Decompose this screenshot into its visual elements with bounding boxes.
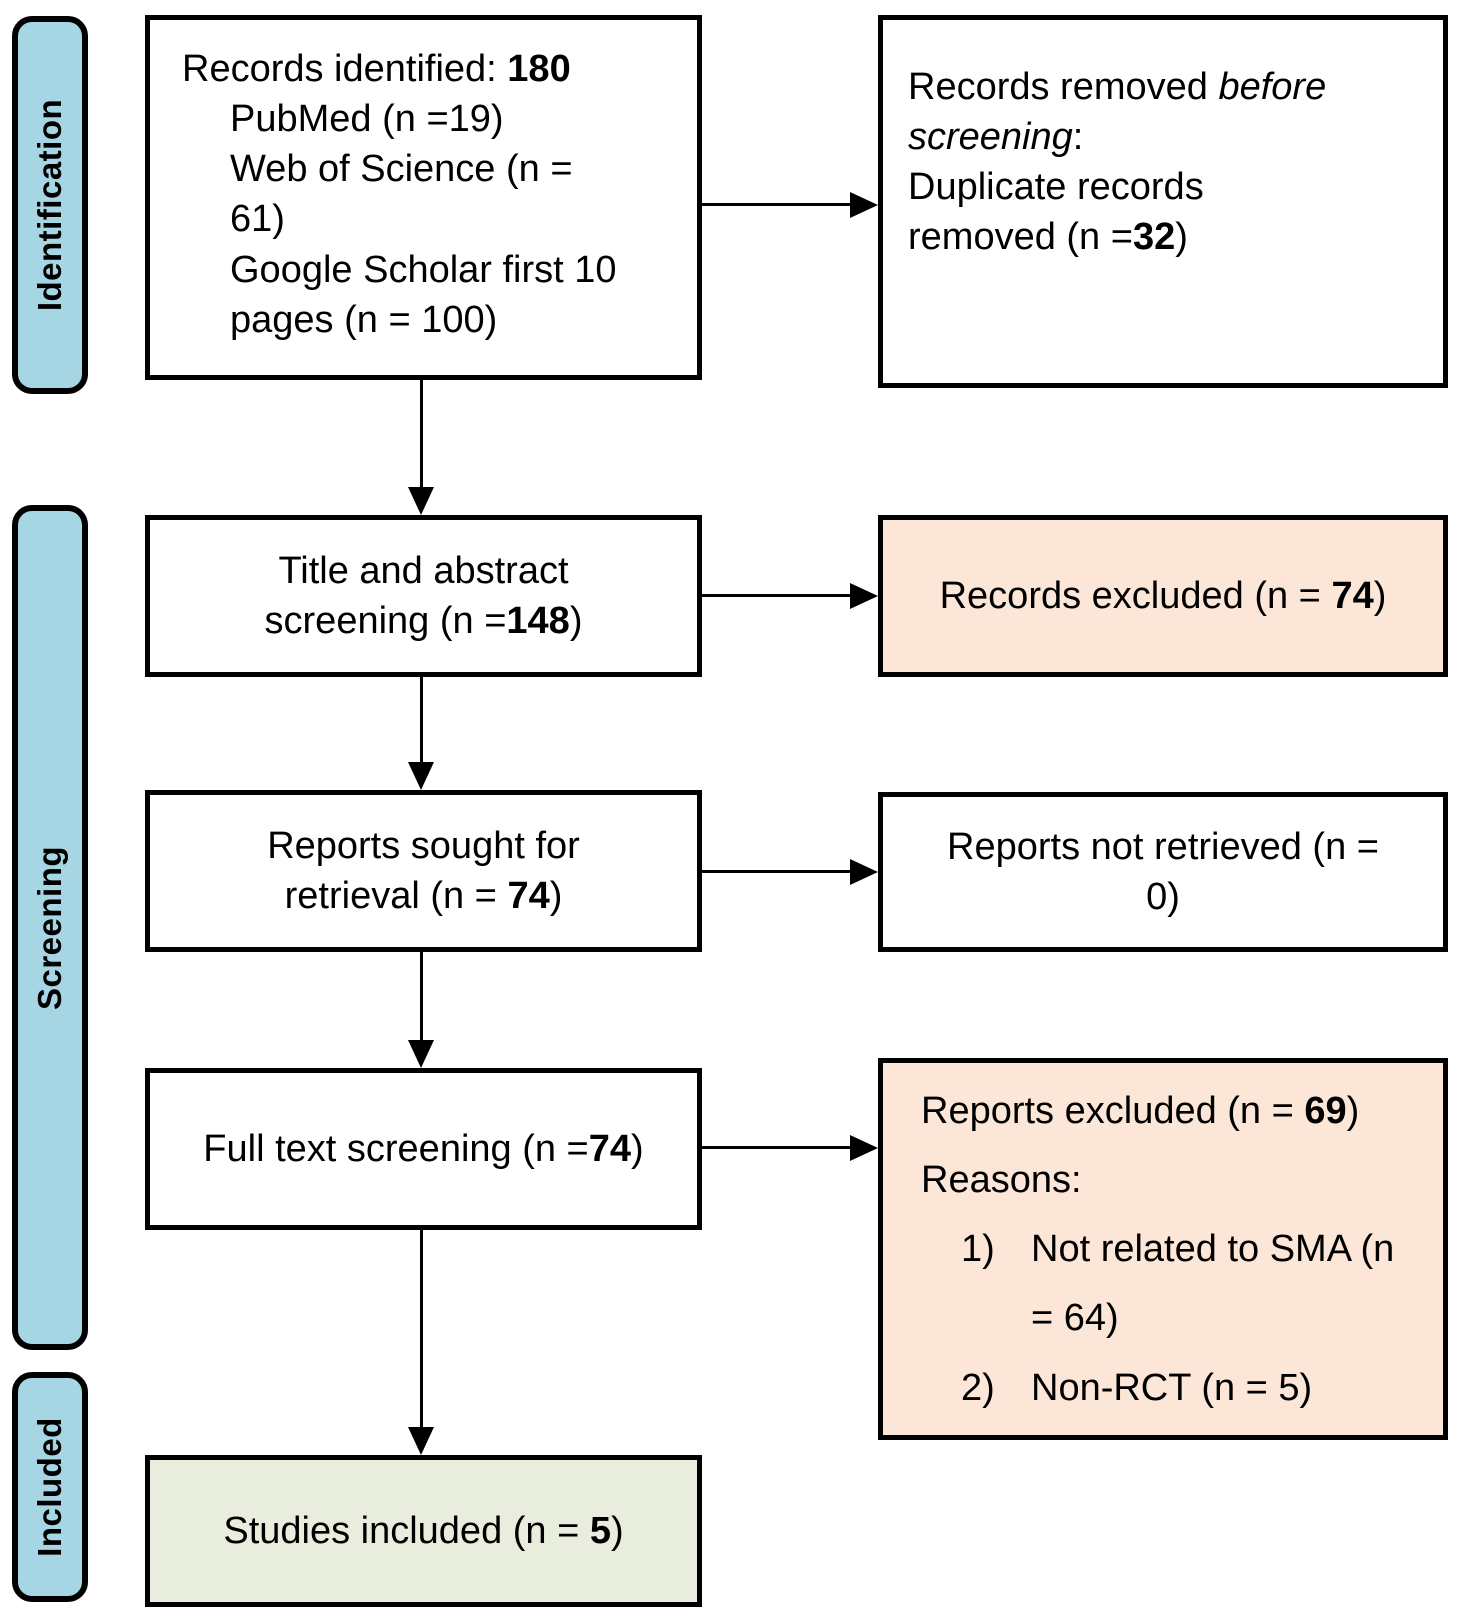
- studies-included-label: Studies included (n =: [223, 1509, 590, 1552]
- stage-label-included: Included: [31, 1417, 68, 1557]
- arrow-line-screening-to-sought: [420, 677, 423, 765]
- box-reports-sought: [145, 790, 702, 952]
- box-reports-excluded: [878, 1058, 1448, 1440]
- reason-1-text: Not related to SMA (n = 64): [1031, 1228, 1395, 1340]
- stage-band-identification: [12, 16, 88, 394]
- stage-label-identification: Identification: [31, 98, 68, 312]
- records-excluded-text: [940, 571, 1387, 621]
- arrowhead-down-icon: [408, 487, 434, 515]
- reasons-heading: Reasons:: [921, 1159, 1082, 1202]
- arrow-line-identified-to-screening: [420, 380, 423, 490]
- title-abstract-text: [209, 546, 639, 646]
- arrow-line-fulltext-to-included: [420, 1230, 423, 1430]
- records-identified-title: [182, 44, 677, 94]
- records-removed-italic: before screening: [908, 66, 1327, 159]
- full-text-label: Full text screening (n =: [203, 1127, 589, 1170]
- records-excluded-paren: ): [1373, 574, 1387, 617]
- reports-sought-label: Reports sought for retrieval (n =: [267, 824, 580, 917]
- reason-item-1: [961, 1215, 1417, 1353]
- reports-excluded-count: 69: [1304, 1090, 1347, 1132]
- source-pubmed: PubMed (n =19): [230, 98, 504, 141]
- title-abstract-count: 148: [506, 600, 570, 642]
- title-abstract-label: Title and abstract screening (n =: [264, 549, 569, 642]
- reports-not-retrieved-text: Reports not retrieved (n = 0): [947, 825, 1379, 918]
- box-studies-included: [145, 1455, 702, 1607]
- arrowhead-right-icon: [850, 583, 878, 609]
- box-records-excluded: [878, 515, 1448, 677]
- box-title-abstract-screening: [145, 515, 702, 677]
- records-excluded-count: 74: [1331, 574, 1374, 617]
- arrowhead-down-icon: [408, 1427, 434, 1455]
- reports-excluded-title: [921, 1077, 1417, 1146]
- reports-excluded-label: Reports excluded (n =: [921, 1090, 1305, 1132]
- box-reports-not-retrieved: [878, 792, 1448, 952]
- reports-sought-text: [209, 821, 639, 921]
- arrow-line-identified-to-removed: [702, 203, 852, 206]
- arrow-line-fulltext-to-excluded: [702, 1146, 852, 1149]
- reason-2-text: Non-RCT (n = 5): [1031, 1366, 1313, 1409]
- duplicates-removed-line: [908, 162, 1308, 262]
- reason-2-marker: 2): [961, 1366, 995, 1409]
- full-text-count: 74: [588, 1127, 632, 1170]
- arrowhead-right-icon: [850, 192, 878, 218]
- arrowhead-down-icon: [408, 762, 434, 790]
- records-excluded-label: Records excluded (n =: [939, 574, 1332, 617]
- full-text-screening-text: [203, 1124, 643, 1174]
- box-records-removed: [878, 15, 1448, 388]
- box-records-identified: [145, 15, 702, 380]
- studies-included-paren: ): [611, 1509, 624, 1552]
- arrowhead-right-icon: [850, 859, 878, 885]
- full-text-paren: ): [631, 1127, 644, 1170]
- studies-included-text: [223, 1506, 623, 1556]
- arrow-line-sought-to-fulltext: [420, 952, 423, 1043]
- arrowhead-down-icon: [408, 1040, 434, 1068]
- duplicates-removed-paren: ): [1175, 216, 1188, 259]
- source-web-of-science: Web of Science (n = 61): [230, 148, 573, 241]
- box-full-text-screening: [145, 1068, 702, 1230]
- records-sources-list: [230, 94, 630, 345]
- stage-band-screening: [12, 505, 88, 1350]
- records-identified-label: Records identified:: [182, 48, 508, 90]
- source-google-scholar: Google Scholar first 10 pages (n = 100): [230, 248, 617, 341]
- reason-1-marker: 1): [961, 1228, 995, 1271]
- arrowhead-right-icon: [850, 1135, 878, 1161]
- stage-label-screening: Screening: [31, 845, 68, 1010]
- records-removed-label: Records removed: [908, 66, 1219, 108]
- duplicates-removed-count: 32: [1132, 216, 1176, 259]
- records-identified-count: 180: [507, 48, 571, 90]
- reason-item-2: [961, 1354, 1417, 1423]
- records-removed-title: [908, 62, 1378, 162]
- duplicates-removed-label: Duplicate records removed (n =: [908, 166, 1204, 259]
- reports-sought-paren: ): [549, 875, 563, 917]
- arrow-line-screening-to-excluded: [702, 594, 852, 597]
- records-removed-colon: :: [1072, 116, 1084, 159]
- studies-included-count: 5: [589, 1509, 611, 1552]
- arrow-line-sought-to-notretrieved: [702, 870, 852, 873]
- reports-excluded-paren: ): [1346, 1090, 1360, 1132]
- stage-band-included: [12, 1372, 88, 1602]
- reports-sought-count: 74: [507, 875, 550, 917]
- title-abstract-paren: ): [569, 600, 583, 642]
